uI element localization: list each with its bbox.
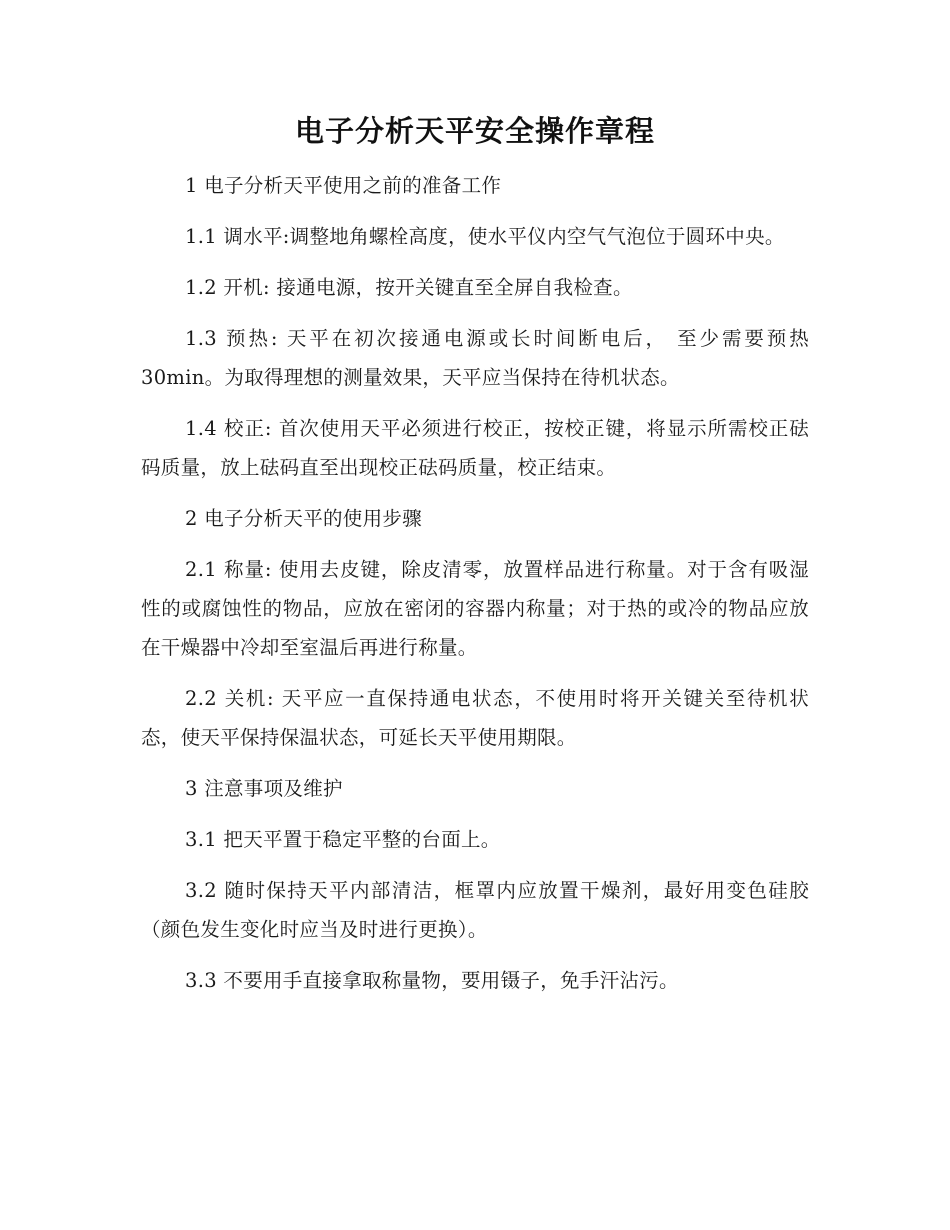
paragraph-1-2: 1.2 开机: 接通电源，按开关键直至全屏自我检查。	[185, 276, 633, 299]
section-heading-3: 3 注意事项及维护	[185, 777, 343, 800]
paragraph-1-1: 1.1 调水平:调整地角螺栓高度，使水平仪内空气气泡位于圆环中央。	[185, 225, 785, 248]
paragraph-1-4: 1.4 校正: 首次使用天平必须进行校正，按校正键，将显示所需校正砝码质量，放上砝码直至出现校正砝码质量，校正结束。	[141, 417, 809, 479]
paragraph-2-2: 2.2 关机: 天平应一直保持通电状态，不使用时将开关键关至待机状态，使天平保持保温状态，可延长天平使用期限。	[141, 687, 809, 749]
section-heading-1: 1 电子分析天平使用之前的准备工作	[185, 174, 502, 197]
paragraph-2-1: 2.1 称量: 使用去皮键，除皮清零，放置样品进行称量。对于含有吸湿性的或腐蚀性的物品，应放在密闭的容器内称量；对于热的或冷的物品应放在干燥器中冷却至室温后再进行称量。	[141, 558, 809, 659]
paragraph-3-1: 3.1 把天平置于稳定平整的台面上。	[185, 828, 501, 851]
document-title: 电子分析天平安全操作章程	[294, 114, 655, 148]
document-body	[141, 166, 809, 1012]
section-heading-2: 2 电子分析天平的使用步骤	[185, 507, 423, 530]
paragraph-3-3: 3.3 不要用手直接拿取称量物，要用镊子，免手汗沾污。	[185, 969, 679, 992]
paragraph-3-2: 3.2 随时保持天平内部清洁，框罩内应放置干燥剂，最好用变色硅胶（颜色发生变化时应当及时进行更换）。	[141, 879, 809, 941]
paragraph-1-3: 1.3 预热: 天平在初次接通电源或长时间断电后， 至少需要预热30min。为取得理想的测量效果，天平应当保持在待机状态。	[141, 327, 809, 389]
